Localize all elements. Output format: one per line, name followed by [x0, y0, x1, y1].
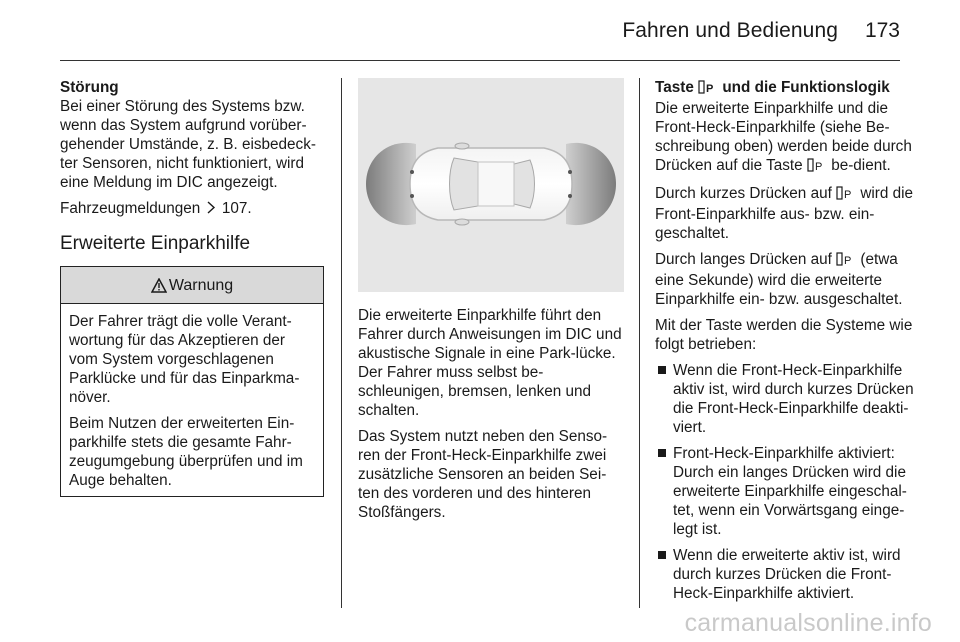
- column-left: [60, 78, 328, 497]
- warning-box: [60, 266, 324, 497]
- button-section-title: Taste P und die Funktionslogik: [655, 78, 923, 99]
- park-assist-button-icon: [807, 158, 827, 177]
- bullet-square-icon: [658, 366, 666, 374]
- reference-page[interactable]: 107.: [221, 200, 252, 217]
- column-divider: [341, 78, 342, 608]
- list-item: Wenn die erweiterte aktiv ist, wird durch kurzes Drücken die Front-Heck-Einparkhilfe aktiviert.: [655, 546, 923, 603]
- warning-triangle-icon: [151, 276, 167, 295]
- stoerung-text: Bei einer Störung des Systems bzw. wenn das System aufgrund vorüber-gehender Umstände, z. B. eisbedeck-ter Sensoren, nicht funktioniert, wird eine Meldung im DIC angezeigt.: [60, 98, 316, 191]
- header-title: Fahren und Bedienung: [622, 19, 838, 42]
- bullet-list: [655, 361, 923, 603]
- list-item: Front-Heck-Einparkhilfe aktiviert: Durch ein langes Drücken wird die erweiterte Einparkhilfe eingeschal-tet, wenn ein Vorwärtsgang einge-legt ist.: [655, 444, 923, 539]
- park-assist-button-icon: [836, 252, 856, 271]
- warning-text-1: Der Fahrer trägt die volle Verant-wortung für das Akzeptieren der vom System vorgeschlagenen Parklücke und für das Einparkma-növer.: [69, 313, 300, 406]
- column-divider: [639, 78, 640, 608]
- page-header: [60, 0, 900, 61]
- warning-body: [61, 304, 323, 496]
- park-assist-button-icon: [698, 80, 718, 99]
- paragraph-2: Das System nutzt neben den Senso-ren der Front-Heck-Einparkhilfe zwei zusätzliche Sensoren an beiden Sei-ten des vorderen und des hinteren Stoßfängers.: [358, 428, 608, 521]
- park-assist-button-icon: [836, 186, 856, 205]
- car-top-view-figure: [358, 78, 624, 292]
- svg-text:P: P: [706, 83, 714, 94]
- reference-arrow-icon: [205, 200, 222, 217]
- svg-text:P: P: [814, 161, 823, 172]
- page-number: 173: [864, 19, 900, 42]
- svg-text:P: P: [844, 189, 852, 200]
- paragraph-1: Die erweiterte Einparkhilfe führt den Fahrer durch Anweisungen im DIC und akustische Signale in eine Park-lücke. Der Fahrer muss selbst be-schleunigen, bremsen, lenken und schalten.: [358, 307, 622, 419]
- section-title: Erweiterte Einparkhilfe: [60, 233, 251, 254]
- watermark: carmanualsonline.info: [684, 609, 932, 637]
- cross-reference: [60, 199, 328, 218]
- paragraph-3: Durch langes Drücken auf P (etwa eine Sekunde) wird die erweiterte Einparkhilfe ein- bzw. ausgeschaltet.: [655, 251, 903, 308]
- stoerung-title: Störung: [60, 79, 119, 96]
- paragraph-4: Mit der Taste werden die Systeme wie folgt betrieben:: [655, 317, 913, 353]
- paragraph-2: Durch kurzes Drücken auf P wird die Front-Einparkhilfe aus- bzw. ein-geschaltet.: [655, 185, 914, 242]
- car-top-view-icon: [358, 78, 624, 292]
- warning-header: [61, 267, 323, 304]
- reference-text: Fahrzeugmeldungen: [60, 200, 201, 217]
- paragraph-1: Die erweiterte Einparkhilfe und die Front-Heck-Einparkhilfe (siehe Be-schreibung oben) werden beide durch Drücken auf die Taste P be-dient.: [655, 99, 923, 177]
- bullet-square-icon: [658, 449, 666, 457]
- svg-text:P: P: [844, 255, 852, 266]
- column-middle: [358, 78, 624, 529]
- warning-text-2: Beim Nutzen der erweiterten Ein-parkhilfe stets die gesamte Fahr-zeugumgebung überprüfen und im Auge behalten.: [69, 415, 303, 489]
- bullet-square-icon: [658, 551, 666, 559]
- column-right: [655, 78, 923, 610]
- list-item: Wenn die Front-Heck-Einparkhilfe aktiv ist, wird durch kurzes Drücken die Front-Heck-Einparkhilfe deakti-viert.: [655, 361, 923, 437]
- warning-label: Warnung: [168, 276, 234, 294]
